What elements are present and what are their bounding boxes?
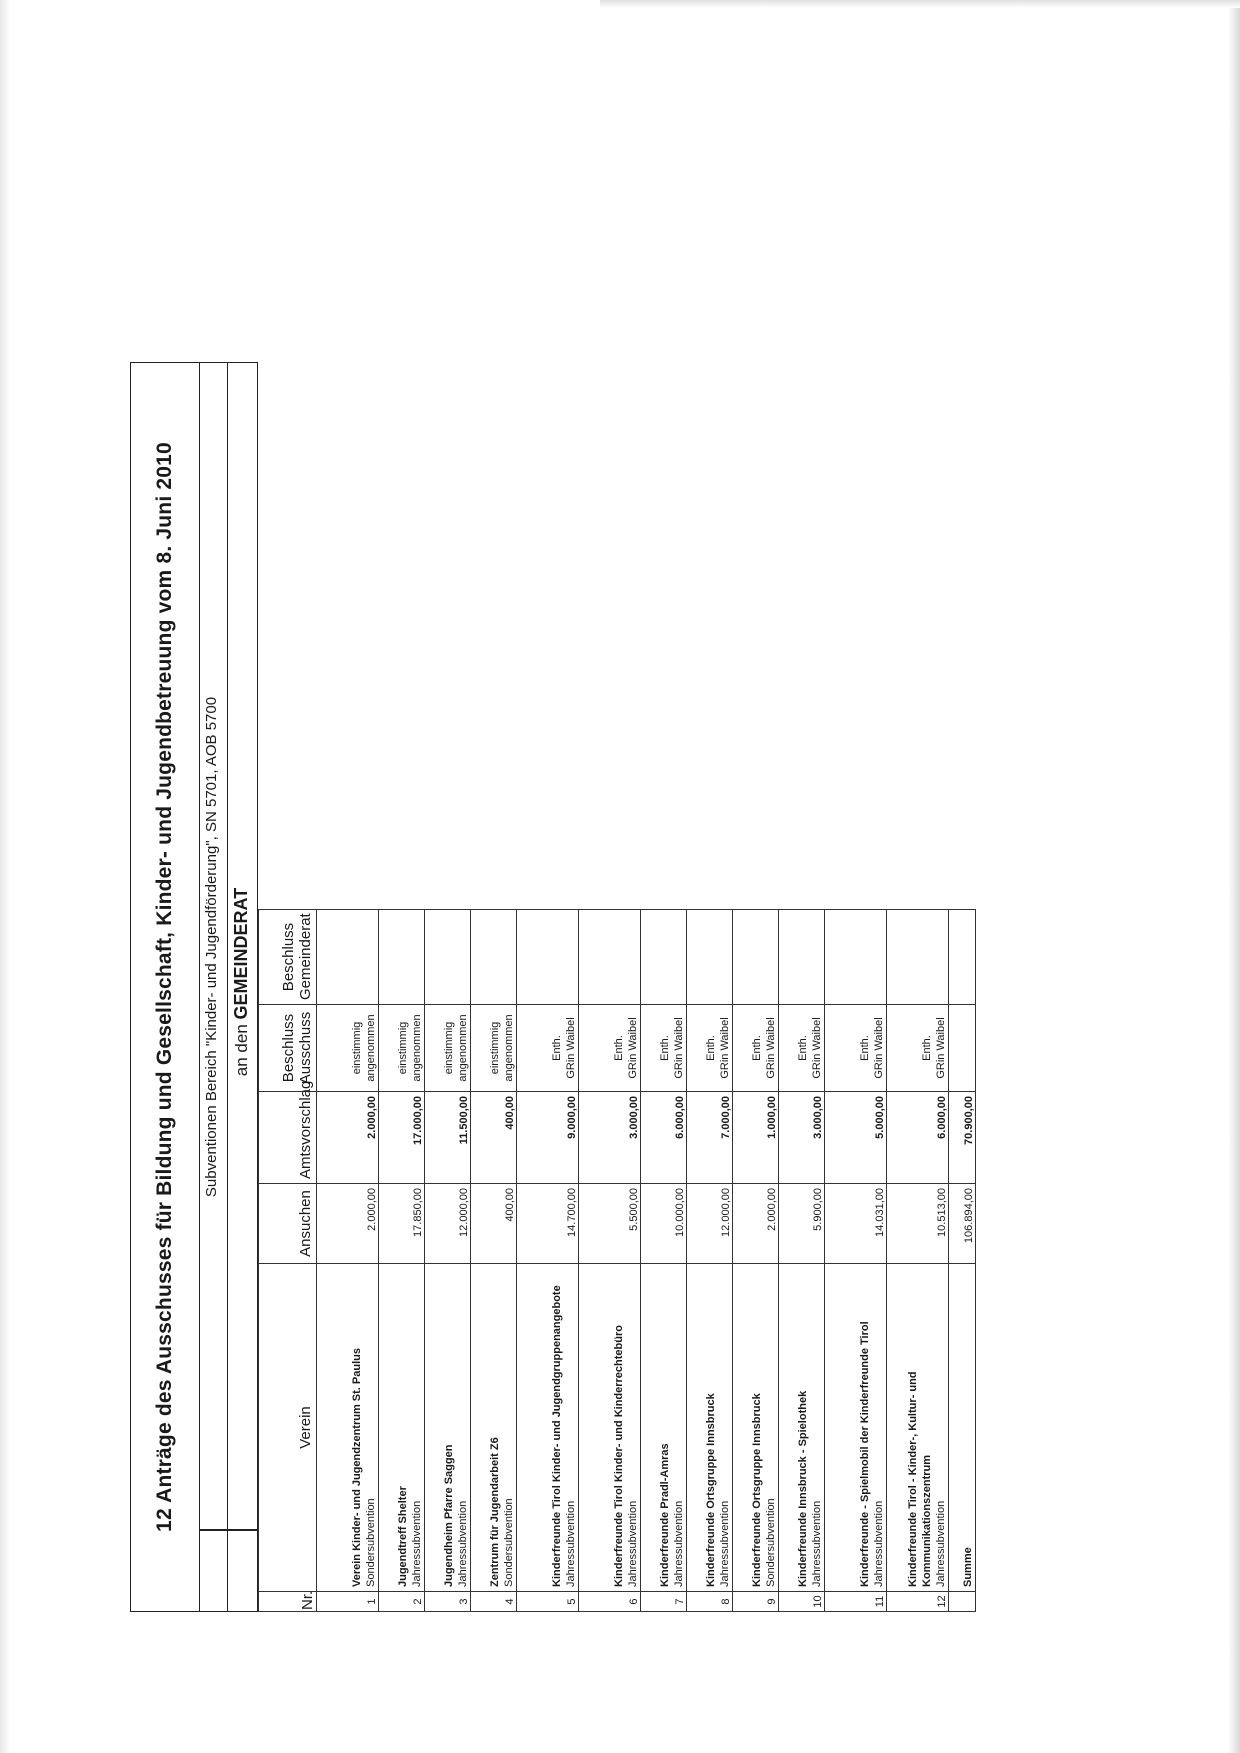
subvention-type: Jahressubvention bbox=[457, 1500, 469, 1587]
row-beschluss-gemeinderat bbox=[779, 910, 825, 1005]
row-nr: 1 bbox=[317, 1592, 379, 1612]
row-verein bbox=[779, 1264, 825, 1592]
ausschuss-line-1: einstimmig bbox=[489, 1021, 501, 1075]
row-verein bbox=[887, 1264, 949, 1592]
row-nr: 10 bbox=[779, 1592, 825, 1612]
table-row bbox=[317, 362, 379, 1612]
row-beschluss-ausschuss bbox=[779, 1005, 825, 1092]
header-verein: Verein bbox=[259, 1264, 317, 1592]
row-amtsvorschlag: 2.000,00 bbox=[317, 1092, 379, 1184]
ausschuss-line-2: GRin Waibel bbox=[673, 1017, 685, 1079]
row-ansuchen: 10.513,00 bbox=[887, 1184, 949, 1264]
recipient-line bbox=[231, 613, 252, 1351]
row-filler bbox=[687, 362, 733, 910]
header-nr: Nr. bbox=[259, 1592, 317, 1612]
recipient-name: GEMEINDERAT bbox=[231, 887, 251, 1020]
row-amtsvorschlag: 7.000,00 bbox=[687, 1092, 733, 1184]
subvention-type: Jahressubvention bbox=[719, 1500, 731, 1587]
ausschuss-line-1: Enth. bbox=[751, 1035, 763, 1061]
sum-nr bbox=[949, 1592, 976, 1612]
sum-row bbox=[949, 362, 976, 1612]
subvention-type: Sondersubvention bbox=[765, 1498, 777, 1587]
row-ansuchen: 10.000,00 bbox=[641, 1184, 687, 1264]
row-amtsvorschlag: 11.500,00 bbox=[425, 1092, 471, 1184]
row-verein bbox=[471, 1264, 517, 1592]
sum-filler bbox=[949, 362, 976, 910]
row-nr: 2 bbox=[379, 1592, 425, 1612]
row-beschluss-ausschuss bbox=[641, 1005, 687, 1092]
subvention-type: Sondersubvention bbox=[503, 1498, 515, 1587]
row-beschluss-gemeinderat bbox=[687, 910, 733, 1005]
verein-name: Verein Kinder- und Jugendzentrum St. Paulus bbox=[351, 1348, 363, 1587]
sum-label-cell bbox=[949, 1264, 976, 1592]
subvention-type: Jahressubvention bbox=[873, 1500, 885, 1587]
row-verein bbox=[425, 1264, 471, 1592]
verein-name: Kinderfreunde Ortsgruppe Innsbruck bbox=[751, 1393, 763, 1587]
row-amtsvorschlag: 9.000,00 bbox=[517, 1092, 579, 1184]
subvention-type: Jahressubvention bbox=[673, 1500, 685, 1587]
table-header-row bbox=[259, 362, 317, 1612]
verein-name: Kinderfreunde Innsbruck - Spielothek bbox=[797, 1390, 809, 1587]
verein-name: Kinderfreunde Pradl-Amras bbox=[659, 1443, 671, 1587]
recipient-box bbox=[228, 362, 258, 1612]
ausschuss-line-1: Enth. bbox=[613, 1035, 625, 1061]
ausschuss-line-2: GRin Waibel bbox=[873, 1017, 885, 1079]
ausschuss-line-1: Enth. bbox=[705, 1035, 717, 1061]
row-nr: 5 bbox=[517, 1592, 579, 1612]
ausschuss-line-2: angenommen bbox=[411, 1014, 423, 1082]
row-ansuchen: 2.000,00 bbox=[733, 1184, 779, 1264]
row-amtsvorschlag: 3.000,00 bbox=[779, 1092, 825, 1184]
row-nr: 11 bbox=[825, 1592, 887, 1612]
document-subtitle: Subventionen Bereich "Kinder- und Jugendförderung", SN 5701, AOB 5700 bbox=[203, 696, 220, 1198]
verein-name: Kinderfreunde Tirol Kinder- und Jugendgruppenangebote bbox=[551, 1285, 563, 1587]
ausschuss-line-2: angenommen bbox=[365, 1014, 377, 1082]
table-row bbox=[779, 362, 825, 1612]
row-nr: 9 bbox=[733, 1592, 779, 1612]
ausschuss-line-1: Enth. bbox=[859, 1035, 871, 1061]
subtitle-box bbox=[200, 362, 228, 1612]
row-ansuchen: 400,00 bbox=[471, 1184, 517, 1264]
row-verein bbox=[379, 1264, 425, 1592]
verein-name: Jugendheim Pfarre Saggen bbox=[443, 1444, 455, 1587]
sum-amtsvorschlag: 70.900,00 bbox=[949, 1092, 976, 1184]
subvention-type: Jahressubvention bbox=[811, 1500, 823, 1587]
ausschuss-line-1: Enth. bbox=[659, 1035, 671, 1061]
row-beschluss-ausschuss bbox=[471, 1005, 517, 1092]
row-amtsvorschlag: 3.000,00 bbox=[579, 1092, 641, 1184]
row-beschluss-ausschuss bbox=[425, 1005, 471, 1092]
row-beschluss-gemeinderat bbox=[379, 910, 425, 1005]
row-verein bbox=[733, 1264, 779, 1592]
subvention-type: Jahressubvention bbox=[627, 1500, 639, 1587]
verein-name: Kinderfreunde Ortsgruppe Innsbruck bbox=[705, 1393, 717, 1587]
row-verein bbox=[317, 1264, 379, 1592]
subvention-type: Jahressubvention bbox=[935, 1500, 947, 1587]
rotated-document bbox=[130, 362, 1075, 1612]
row-beschluss-gemeinderat bbox=[887, 910, 949, 1005]
row-amtsvorschlag: 1.000,00 bbox=[733, 1092, 779, 1184]
row-ansuchen: 17.850,00 bbox=[379, 1184, 425, 1264]
ausschuss-line-2: GRin Waibel bbox=[627, 1017, 639, 1079]
row-ansuchen: 5.500,00 bbox=[579, 1184, 641, 1264]
recipient-divider bbox=[228, 1530, 258, 1532]
document-frame bbox=[130, 362, 1075, 1612]
row-nr: 7 bbox=[641, 1592, 687, 1612]
row-verein bbox=[687, 1264, 733, 1592]
row-filler bbox=[641, 362, 687, 910]
row-verein bbox=[641, 1264, 687, 1592]
verein-name: Kinderfreunde Tirol Kinder- und Kinderrechtebüro bbox=[613, 1325, 625, 1587]
table-row bbox=[733, 362, 779, 1612]
ausschuss-line-2: angenommen bbox=[503, 1014, 515, 1082]
row-beschluss-gemeinderat bbox=[317, 910, 379, 1005]
row-beschluss-ausschuss bbox=[317, 1005, 379, 1092]
row-amtsvorschlag: 17.000,00 bbox=[379, 1092, 425, 1184]
row-filler bbox=[733, 362, 779, 910]
verein-name: Kinderfreunde - Spielmobil der Kinderfreunde Tirol bbox=[859, 1321, 871, 1587]
scan-edge-left bbox=[0, 0, 10, 1753]
ausschuss-line-1: Enth. bbox=[797, 1035, 809, 1061]
ausschuss-line-1: Enth. bbox=[551, 1035, 563, 1061]
row-ansuchen: 5.900,00 bbox=[779, 1184, 825, 1264]
scan-edge-right bbox=[1228, 0, 1240, 1753]
row-ansuchen: 2.000,00 bbox=[317, 1184, 379, 1264]
row-amtsvorschlag: 400,00 bbox=[471, 1092, 517, 1184]
row-beschluss-ausschuss bbox=[825, 1005, 887, 1092]
row-beschluss-gemeinderat bbox=[579, 910, 641, 1005]
ausschuss-line-1: Enth. bbox=[921, 1035, 933, 1061]
row-amtsvorschlag: 6.000,00 bbox=[641, 1092, 687, 1184]
title-box bbox=[130, 362, 200, 1612]
row-filler bbox=[887, 362, 949, 910]
row-amtsvorschlag: 5.000,00 bbox=[825, 1092, 887, 1184]
row-beschluss-ausschuss bbox=[517, 1005, 579, 1092]
table-row bbox=[579, 362, 641, 1612]
row-beschluss-gemeinderat bbox=[425, 910, 471, 1005]
row-ansuchen: 12.000,00 bbox=[687, 1184, 733, 1264]
scan-edge-top bbox=[600, 0, 1240, 8]
subvention-type: Jahressubvention bbox=[411, 1500, 423, 1587]
header-ansuchen: Ansuchen bbox=[259, 1184, 317, 1264]
table-row bbox=[825, 362, 887, 1612]
table-row bbox=[471, 362, 517, 1612]
row-filler bbox=[317, 362, 379, 910]
sum-label: Summe bbox=[962, 1547, 974, 1587]
subvention-type: Sondersubvention bbox=[365, 1498, 377, 1587]
header-beschluss-ausschuss: Beschluss Ausschuss bbox=[259, 1005, 317, 1092]
row-nr: 12 bbox=[887, 1592, 949, 1612]
row-filler bbox=[779, 362, 825, 910]
row-beschluss-gemeinderat bbox=[517, 910, 579, 1005]
sum-ansuchen: 106.894,00 bbox=[949, 1184, 976, 1264]
ausschuss-line-2: GRin Waibel bbox=[765, 1017, 777, 1079]
row-beschluss-gemeinderat bbox=[733, 910, 779, 1005]
table-row bbox=[379, 362, 425, 1612]
row-ansuchen: 12.000,00 bbox=[425, 1184, 471, 1264]
row-beschluss-ausschuss bbox=[887, 1005, 949, 1092]
row-filler bbox=[471, 362, 517, 910]
sum-gemeinderat bbox=[949, 910, 976, 1005]
row-amtsvorschlag: 6.000,00 bbox=[887, 1092, 949, 1184]
row-beschluss-gemeinderat bbox=[825, 910, 887, 1005]
table-row bbox=[687, 362, 733, 1612]
ausschuss-line-1: einstimmig bbox=[397, 1021, 409, 1075]
ausschuss-line-2: GRin Waibel bbox=[565, 1017, 577, 1079]
verein-name: Jugendtreff Shelter bbox=[397, 1486, 409, 1587]
row-beschluss-gemeinderat bbox=[641, 910, 687, 1005]
row-filler bbox=[425, 362, 471, 910]
row-filler bbox=[579, 362, 641, 910]
row-beschluss-ausschuss bbox=[579, 1005, 641, 1092]
header-amtsvorschlag: Amtsvorschlag bbox=[259, 1092, 317, 1184]
document-title: 12 Anträge des Ausschusses für Bildung und Gesellschaft, Kinder- und Jugendbetreuung vom 8. Juni 2010 bbox=[153, 442, 176, 1532]
recipient-prefix: an den bbox=[232, 1024, 251, 1077]
row-nr: 3 bbox=[425, 1592, 471, 1612]
table-row bbox=[425, 362, 471, 1612]
row-beschluss-ausschuss bbox=[379, 1005, 425, 1092]
subvention-type: Jahressubvention bbox=[565, 1500, 577, 1587]
ausschuss-line-2: GRin Waibel bbox=[935, 1017, 947, 1079]
row-filler bbox=[517, 362, 579, 910]
table-row bbox=[887, 362, 949, 1612]
row-verein bbox=[825, 1264, 887, 1592]
row-beschluss-ausschuss bbox=[733, 1005, 779, 1092]
row-nr: 6 bbox=[579, 1592, 641, 1612]
ausschuss-line-2: GRin Waibel bbox=[811, 1017, 823, 1079]
table-row bbox=[517, 362, 579, 1612]
ausschuss-line-1: einstimmig bbox=[443, 1021, 455, 1075]
row-verein bbox=[579, 1264, 641, 1592]
header-filler bbox=[259, 362, 317, 910]
row-nr: 8 bbox=[687, 1592, 733, 1612]
verein-name: Kinderfreunde Tirol - Kinder-, Kultur- und Kommunikationszentrum bbox=[907, 1371, 933, 1587]
row-nr: 4 bbox=[471, 1592, 517, 1612]
row-filler bbox=[825, 362, 887, 910]
ausschuss-line-2: angenommen bbox=[457, 1014, 469, 1082]
sum-ausschuss bbox=[949, 1005, 976, 1092]
header-beschluss-gemeinderat: Beschluss Gemeinderat bbox=[259, 910, 317, 1005]
verein-name: Zentrum für Jugendarbeit Z6 bbox=[489, 1437, 501, 1587]
subsidy-table bbox=[258, 361, 976, 1612]
table-row bbox=[641, 362, 687, 1612]
row-ansuchen: 14.700,00 bbox=[517, 1184, 579, 1264]
row-verein bbox=[517, 1264, 579, 1592]
row-ansuchen: 14.031,00 bbox=[825, 1184, 887, 1264]
ausschuss-line-2: GRin Waibel bbox=[719, 1017, 731, 1079]
ausschuss-line-1: einstimmig bbox=[351, 1021, 363, 1075]
row-filler bbox=[379, 362, 425, 910]
row-beschluss-ausschuss bbox=[687, 1005, 733, 1092]
row-beschluss-gemeinderat bbox=[471, 910, 517, 1005]
